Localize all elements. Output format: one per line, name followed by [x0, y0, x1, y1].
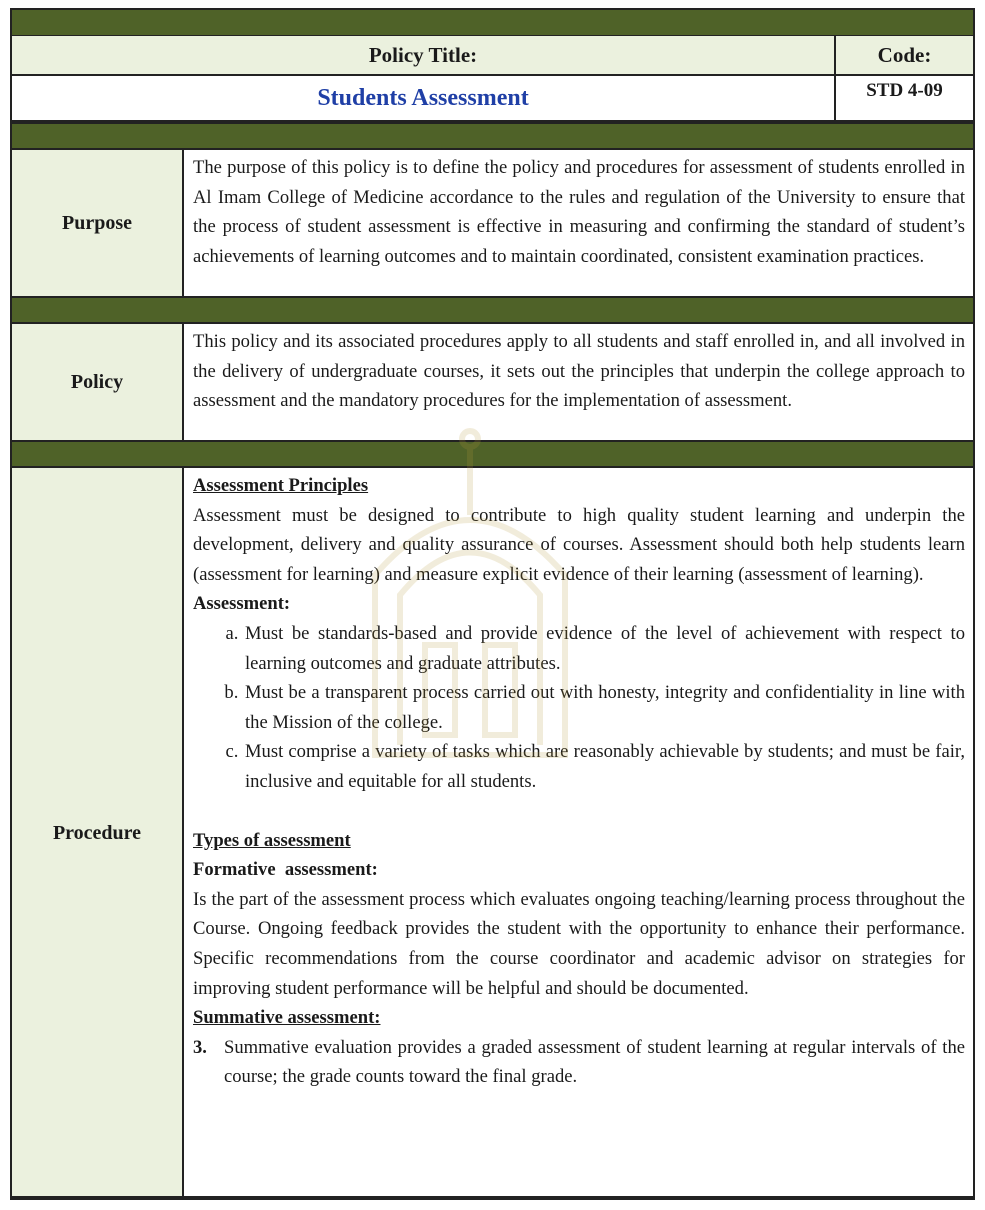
purpose-label: Purpose [12, 150, 184, 296]
formative-assessment-text: Is the part of the assessment process which evaluates ongoing teaching/learning process throughout the Course. Ongoing feedback provides the student with the opportunity to enhance their performance. Specific recommendations from the course coordinator and academic advisor on strategies for improving student performance will be helpful and should be documented. [193, 888, 965, 999]
procedure-content [184, 468, 973, 1198]
assessment-principles-heading: Assessment Principles [193, 475, 369, 496]
bottom-border [10, 1196, 975, 1200]
assessment-heading: Assessment: [193, 593, 291, 615]
policy-title-label: Policy Title: [12, 36, 836, 74]
formative-assessment-heading: Formative assessment: [193, 859, 378, 881]
summative-item [193, 1033, 965, 1092]
separator-bar-1 [10, 122, 975, 150]
policy-document [10, 8, 975, 1202]
policy-code: STD 4-09 [866, 80, 943, 101]
separator-bar-2 [10, 296, 975, 324]
separator-bar-3 [10, 440, 975, 468]
procedure-label: Procedure [12, 468, 184, 1198]
header-label-row [10, 36, 975, 76]
summative-assessment-heading: Summative assessment: [193, 1007, 381, 1029]
policy-content [184, 324, 973, 440]
policy-label: Policy [12, 324, 184, 440]
policy-title: Students Assessment [12, 76, 836, 120]
types-of-assessment-heading: Types of assessment [193, 829, 351, 851]
assessment-principles-text: Assessment must be designed to contribute to high quality student learning and underpin the development, delivery and quality assurance of courses. Assessment should both help students learn (assessment for learning) and measure explicit evidence of their learning (assessment of learning). [193, 504, 965, 585]
assessment-item-c: c. Must comprise a variety of tasks which are reasonably achievable by students; and must be fair, inclusive and equitable for all students. [243, 737, 965, 796]
purpose-content [184, 150, 973, 296]
purpose-section [10, 150, 975, 296]
purpose-text: The purpose of this policy is to define the policy and procedures for assessment of students enrolled in Al Imam College of Medicine accordance to the rules and regulation of the University to ensure that the process of student assessment is effective in measuring and confirming the standard of student’s achievements of learning outcomes and to maintain coordinated, consistent examination practices. [193, 157, 965, 267]
assessment-list [193, 619, 965, 797]
procedure-section [10, 468, 975, 1198]
policy-section [10, 324, 975, 440]
assessment-item-a: a. Must be standards-based and provide evidence of the level of achievement with respect to learning outcomes and graduate attributes. [243, 619, 965, 678]
assessment-item-b: b. Must be a transparent process carried out with honesty, integrity and confidentiality in line with the Mission of the college. [243, 678, 965, 737]
policy-text: This policy and its associated procedures apply to all students and staff enrolled in, and all involved in the delivery of undergraduate courses, it sets out the principles that underpin the college approach to assessment and the mandatory procedures for the implementation of assessment. [193, 331, 965, 412]
code-label: Code: [877, 42, 932, 67]
top-green-bar [10, 8, 975, 37]
summative-item-number: 3. [193, 1036, 207, 1058]
summative-item-text: Summative evaluation provides a graded assessment of student learning at regular intervals of the course; the grade counts toward the final grade. [224, 1036, 965, 1088]
header-value-row [10, 76, 975, 122]
